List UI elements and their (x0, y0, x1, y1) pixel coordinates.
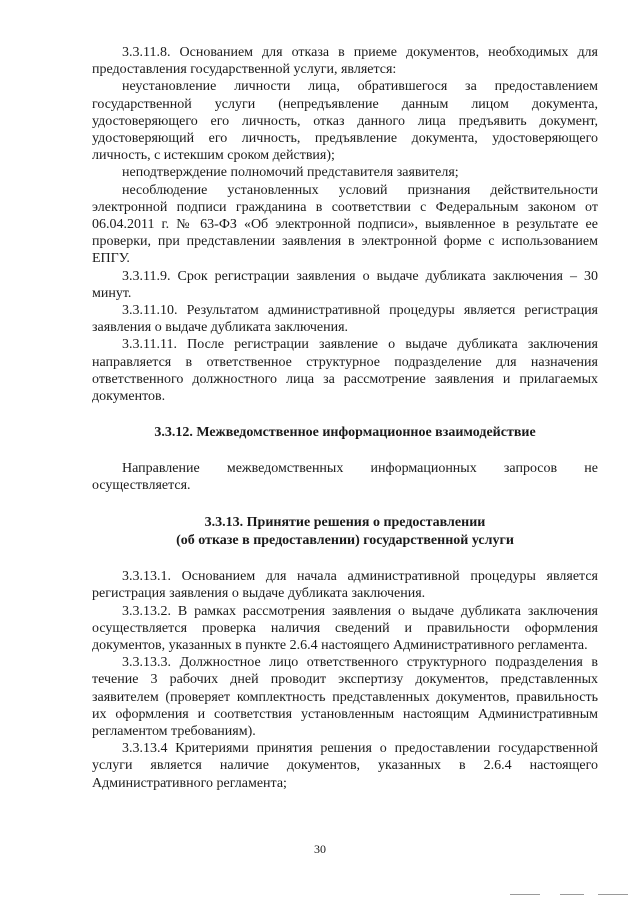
paragraph-3-3-13-3: 3.3.13.3. Должностное лицо ответственного структурного подразделения в течение 3 рабочих дней проводит экспертизу документов, представленных заявителем (проверяет комплектность представленных документов, правильность их оформления и соответствия установленным настоящим Административным регламентом требованиям). (92, 655, 598, 739)
paragraph-3-3-13-1: 3.3.13.1. Основанием для начала административной процедуры является регистрация заявления о выдаче дубликата заключения. (92, 569, 598, 602)
page-number: 30 (314, 842, 326, 856)
paragraph-3-3-13-2: 3.3.13.2. В рамках рассмотрения заявления о выдаче дубликата заключения осуществляется проверка наличия сведений и правильности оформления документов, указанных в пункте 2.6.4 настоящего Административного регламента. (92, 603, 598, 653)
paragraph-refusal-ground-identity: неустановление личности лица, обратившегося за предоставлением государственной услуги (непредъявление данным лицом документа, удостоверяющего его личность, отказ данного лица предъявить документ, удостоверяющий его личность, предъявление документа, удостоверяющего личность, с истекшим сроком действия); (92, 79, 598, 164)
paragraph-3-3-11-9: 3.3.11.9. Срок регистрации заявления о выдаче дубликата заключения – 30 минут. (92, 268, 598, 301)
section-heading-3-3-13 (92, 514, 598, 549)
document-page (92, 44, 598, 792)
scan-artifact-line (598, 894, 628, 895)
paragraph-3-3-11-10: 3.3.11.10. Результатом административной процедуры является регистрация заявления о выдаче дубликата заключения. (92, 303, 598, 336)
paragraph-refusal-ground-authority: неподтверждение полномочий представителя заявителя; (122, 165, 459, 181)
paragraph-3-3-11-11: 3.3.11.11. После регистрации заявление о выдаче дубликата заключения направляется в ответственное структурное подразделение для назначения ответственного должностного лица за рассмотрение заявления и прилагаемых документов. (92, 337, 598, 405)
paragraph-refusal-ground-signature: несоблюдение установленных условий признания действительности электронной подписи гражданина в соответствии с Федеральным законом от 06.04.2011 г. № 63-ФЗ «Об электронной подписи», выявленное в результате ее проверки, при представлении заявления в электронной форме с использованием ЕПГУ. (92, 182, 598, 267)
paragraph-3-3-13-4: 3.3.13.4 Критериями принятия решения о предоставлении государственной услуги является наличие документов, указанных в 2.6.4 настоящего Административного регламента; (92, 741, 598, 791)
section-heading-3-3-13-line2: (об отказе в предоставлении) государственной услуги (176, 532, 514, 548)
scan-artifact-line (560, 894, 584, 895)
paragraph-3-3-12: Направление межведомственных информационных запросов не осуществляется. (92, 460, 598, 493)
paragraph-3-3-11-8: 3.3.11.8. Основанием для отказа в приеме документов, необходимых для предоставления государственной услуги, является: (92, 45, 598, 78)
section-heading-3-3-12: 3.3.12. Межведомственное информационное взаимодействие (154, 425, 536, 441)
section-heading-3-3-13-line1: 3.3.13. Принятие решения о предоставлении (204, 515, 486, 531)
scan-artifact-line (510, 894, 540, 895)
